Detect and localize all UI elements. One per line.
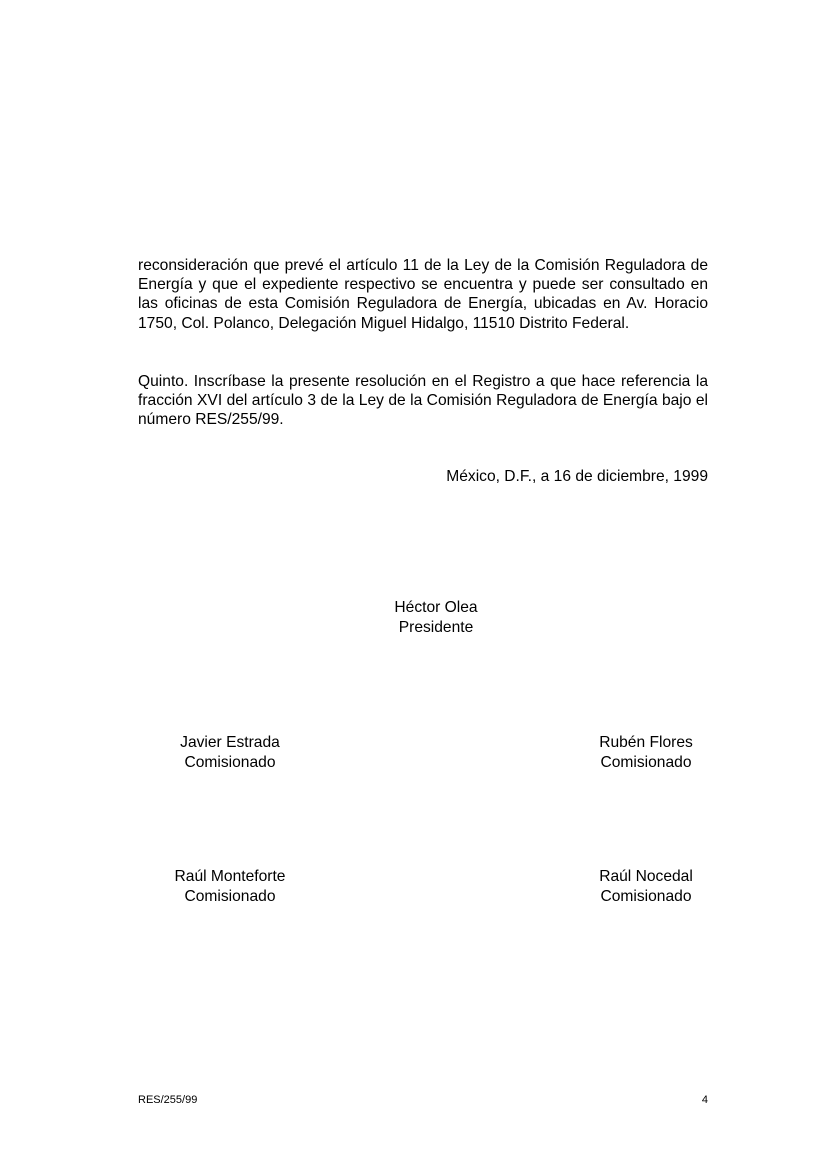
signatory-title: Comisionado xyxy=(600,888,692,905)
signature-block-flores xyxy=(546,733,746,773)
signatory-title: Comisionado xyxy=(184,888,276,905)
footer-reference: RES/255/99 xyxy=(138,1094,198,1106)
signature-block-president xyxy=(336,598,536,638)
signatory-name: Raúl Nocedal xyxy=(599,868,693,885)
signature-block-monteforte xyxy=(130,867,330,907)
signatory-name: Raúl Monteforte xyxy=(174,868,286,885)
signatory-name: Javier Estrada xyxy=(180,734,280,751)
signatory-title: Presidente xyxy=(398,619,474,636)
signatory-title: Comisionado xyxy=(184,754,276,771)
dateline: México, D.F., a 16 de diciembre, 1999 xyxy=(446,468,708,485)
footer-page-number: 4 xyxy=(701,1094,708,1106)
paragraph-reconsideration: reconsideración que prevé el artículo 11 de la Ley de la Comisión Reguladora de Energía y que el expediente respectivo se encuentra y puede ser consultado en las oficinas de esta Comisión Reguladora de Energía, ubicadas en Av. Horacio 1750, Col. Polanco, Delegación Miguel Hidalgo, 11510 Distrito Federal. xyxy=(138,257,708,332)
signatory-name: Rubén Flores xyxy=(599,734,693,751)
signature-block-nocedal xyxy=(546,867,746,907)
signatory-name: Héctor Olea xyxy=(394,599,478,616)
paragraph-quinto: Quinto. Inscríbase la presente resolución en el Registro a que hace referencia la fracción XVI del artículo 3 de la Ley de la Comisión Reguladora de Energía bajo el número RES/255/99. xyxy=(138,373,708,429)
signatory-title: Comisionado xyxy=(600,754,692,771)
signature-block-estrada xyxy=(130,733,330,773)
